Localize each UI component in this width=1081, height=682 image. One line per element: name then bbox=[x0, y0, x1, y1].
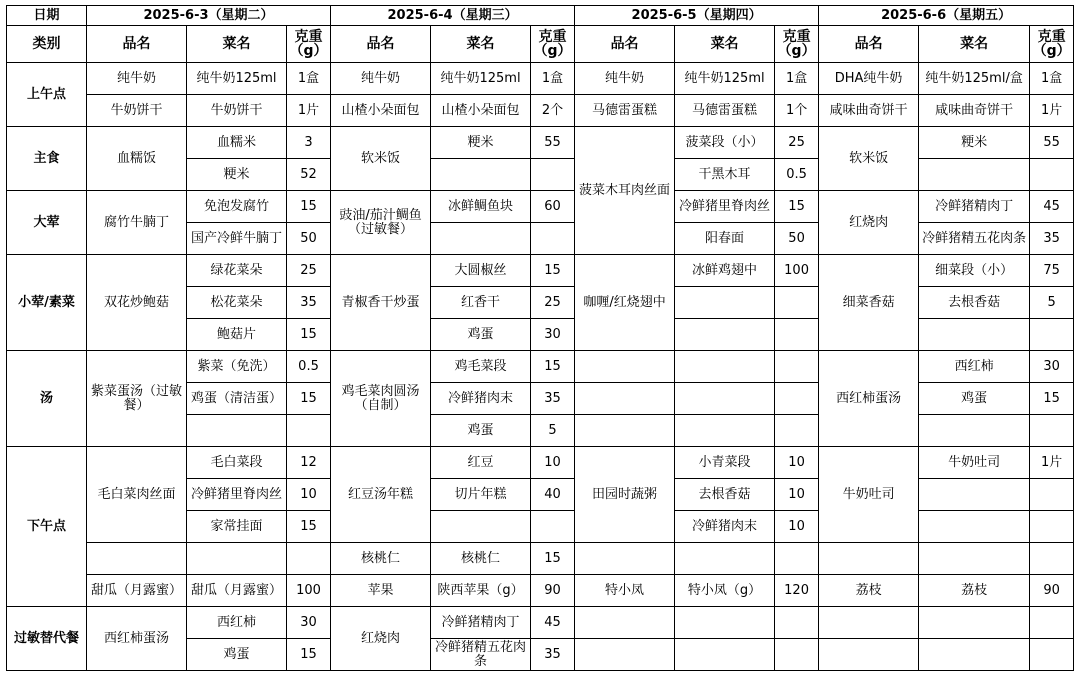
weight-cell: 50 bbox=[775, 223, 819, 255]
ingredient-cell: 血糯米 bbox=[187, 127, 287, 159]
ingredient-cell: 去根香菇 bbox=[675, 479, 775, 511]
empty-cell bbox=[431, 223, 531, 255]
empty-cell bbox=[775, 319, 819, 351]
weight-cell: 15 bbox=[287, 383, 331, 415]
ingredient-cell: 鸡蛋 bbox=[919, 383, 1030, 415]
dish-cell: 菠菜木耳肉丝面 bbox=[575, 127, 675, 255]
empty-cell bbox=[675, 639, 775, 671]
empty-cell bbox=[1030, 479, 1074, 511]
ingredient-cell: 冷鲜猪肉末 bbox=[675, 511, 775, 543]
dish-cell: 田园时蔬粥 bbox=[575, 447, 675, 543]
weight-cell: 90 bbox=[1030, 575, 1074, 607]
weight-cell: 10 bbox=[775, 479, 819, 511]
ingredient-cell: 冷鲜猪精肉丁 bbox=[431, 607, 531, 639]
dish-cell: 特小凤 bbox=[575, 575, 675, 607]
weight-cell: 0.5 bbox=[287, 351, 331, 383]
ingredient-cell: 鸡蛋 bbox=[187, 639, 287, 671]
ingredient-cell: 阳春面 bbox=[675, 223, 775, 255]
weight-cell: 120 bbox=[775, 575, 819, 607]
weight-cell: 25 bbox=[531, 287, 575, 319]
weight-cell: 52 bbox=[287, 159, 331, 191]
ingredient-cell: 菠菜段（小） bbox=[675, 127, 775, 159]
ingredient-cell: 冷鲜猪精五花肉条 bbox=[431, 639, 531, 671]
weight-cell: 15 bbox=[287, 191, 331, 223]
empty-cell bbox=[575, 639, 675, 671]
ingredient-cell: 冰鲜鸡翅中 bbox=[675, 255, 775, 287]
ingredient-cell: 国产冷鲜牛腩丁 bbox=[187, 223, 287, 255]
table-row bbox=[7, 575, 1074, 607]
weight-cell: 25 bbox=[287, 255, 331, 287]
ingredient-cell: 干黑木耳 bbox=[675, 159, 775, 191]
ingredient-cell: 山楂小朵面包 bbox=[431, 95, 531, 127]
empty-cell bbox=[575, 543, 675, 575]
empty-cell bbox=[675, 415, 775, 447]
ingredient-cell: 松花菜朵 bbox=[187, 287, 287, 319]
weight-cell: 1盒 bbox=[1030, 63, 1074, 95]
empty-cell bbox=[819, 543, 919, 575]
dish-cell: 紫菜蛋汤（过敏餐） bbox=[87, 351, 187, 447]
table-row bbox=[7, 255, 1074, 287]
ingredient-cell: 紫菜（免洗） bbox=[187, 351, 287, 383]
ingredient-cell: 西红柿 bbox=[919, 351, 1030, 383]
empty-cell bbox=[1030, 319, 1074, 351]
weight-cell: 12 bbox=[287, 447, 331, 479]
ingredient-cell: 冷鲜猪里脊肉丝 bbox=[187, 479, 287, 511]
weight-cell: 1盒 bbox=[531, 63, 575, 95]
empty-cell bbox=[675, 543, 775, 575]
ingredient-cell: 粳米 bbox=[187, 159, 287, 191]
empty-cell bbox=[431, 159, 531, 191]
column-header-weight: 克重（g） bbox=[531, 26, 575, 63]
ingredient-cell: 冷鲜猪肉末 bbox=[431, 383, 531, 415]
date-label: 日期 bbox=[7, 6, 87, 26]
weight-cell: 100 bbox=[775, 255, 819, 287]
empty-cell bbox=[287, 543, 331, 575]
column-header-ingredient: 菜名 bbox=[919, 26, 1030, 63]
weight-cell: 35 bbox=[531, 383, 575, 415]
empty-cell bbox=[775, 351, 819, 383]
dish-cell: 红烧肉 bbox=[331, 607, 431, 671]
weight-cell: 75 bbox=[1030, 255, 1074, 287]
ingredient-cell: 鸡蛋 bbox=[431, 319, 531, 351]
weight-cell: 15 bbox=[531, 543, 575, 575]
ingredient-cell: 鸡毛菜段 bbox=[431, 351, 531, 383]
day-header: 2025-6-5（星期四） bbox=[575, 6, 819, 26]
weight-cell: 15 bbox=[287, 319, 331, 351]
weight-cell: 15 bbox=[287, 639, 331, 671]
dish-cell: 血糯饭 bbox=[87, 127, 187, 191]
ingredient-cell: 西红柿 bbox=[187, 607, 287, 639]
column-header-dish: 品名 bbox=[575, 26, 675, 63]
empty-cell bbox=[919, 415, 1030, 447]
date-row bbox=[7, 6, 1074, 26]
ingredient-cell: 绿花菜朵 bbox=[187, 255, 287, 287]
empty-cell bbox=[919, 607, 1030, 639]
table-row bbox=[7, 351, 1074, 383]
empty-cell bbox=[431, 511, 531, 543]
weight-cell: 40 bbox=[531, 479, 575, 511]
dish-cell: DHA纯牛奶 bbox=[819, 63, 919, 95]
column-header-dish: 品名 bbox=[819, 26, 919, 63]
category-allergy: 过敏替代餐 bbox=[7, 607, 87, 671]
empty-cell bbox=[187, 415, 287, 447]
column-header-dish: 品名 bbox=[87, 26, 187, 63]
empty-cell bbox=[1030, 607, 1074, 639]
empty-cell bbox=[775, 607, 819, 639]
weight-cell: 15 bbox=[1030, 383, 1074, 415]
weight-cell: 10 bbox=[531, 447, 575, 479]
weight-cell: 15 bbox=[287, 511, 331, 543]
weight-cell: 60 bbox=[531, 191, 575, 223]
weight-cell: 1盒 bbox=[775, 63, 819, 95]
weight-cell: 5 bbox=[531, 415, 575, 447]
table-row bbox=[7, 63, 1074, 95]
dish-cell: 青椒香干炒蛋 bbox=[331, 255, 431, 351]
weight-cell: 1片 bbox=[1030, 95, 1074, 127]
ingredient-cell: 牛奶饼干 bbox=[187, 95, 287, 127]
empty-cell bbox=[675, 351, 775, 383]
ingredient-cell: 切片年糕 bbox=[431, 479, 531, 511]
empty-cell bbox=[575, 415, 675, 447]
ingredient-cell: 去根香菇 bbox=[919, 287, 1030, 319]
dish-cell: 山楂小朵面包 bbox=[331, 95, 431, 127]
empty-cell bbox=[1030, 511, 1074, 543]
day-header: 2025-6-4（星期三） bbox=[331, 6, 575, 26]
weight-cell: 5 bbox=[1030, 287, 1074, 319]
day-header: 2025-6-3（星期二） bbox=[87, 6, 331, 26]
table-row bbox=[7, 543, 1074, 575]
empty-cell bbox=[919, 319, 1030, 351]
weight-cell: 15 bbox=[531, 351, 575, 383]
dish-cell: 细菜香菇 bbox=[819, 255, 919, 351]
column-header-row bbox=[7, 26, 1074, 63]
weight-cell: 3 bbox=[287, 127, 331, 159]
ingredient-cell: 冷鲜猪精肉丁 bbox=[919, 191, 1030, 223]
empty-cell bbox=[575, 383, 675, 415]
table-row bbox=[7, 95, 1074, 127]
weight-cell: 1个 bbox=[775, 95, 819, 127]
weight-cell: 15 bbox=[775, 191, 819, 223]
ingredient-cell: 纯牛奶125ml/盒 bbox=[919, 63, 1030, 95]
ingredient-cell: 牛奶吐司 bbox=[919, 447, 1030, 479]
empty-cell bbox=[1030, 639, 1074, 671]
table-row bbox=[7, 191, 1074, 223]
ingredient-cell: 甜瓜（月露蜜） bbox=[187, 575, 287, 607]
ingredient-cell: 毛白菜段 bbox=[187, 447, 287, 479]
weight-cell: 1片 bbox=[287, 95, 331, 127]
empty-cell bbox=[575, 607, 675, 639]
dish-cell: 咸味曲奇饼干 bbox=[819, 95, 919, 127]
empty-cell bbox=[1030, 543, 1074, 575]
dish-cell: 咖喱/红烧翅中 bbox=[575, 255, 675, 351]
category-label: 类别 bbox=[7, 26, 87, 63]
category-main: 大荤 bbox=[7, 191, 87, 255]
dish-cell: 西红柿蛋汤 bbox=[819, 351, 919, 447]
column-header-dish: 品名 bbox=[331, 26, 431, 63]
column-header-ingredient: 菜名 bbox=[187, 26, 287, 63]
dish-cell: 豉油/茄汁鲷鱼（过敏餐） bbox=[331, 191, 431, 255]
dish-cell: 马德雷蛋糕 bbox=[575, 95, 675, 127]
category-staple: 主食 bbox=[7, 127, 87, 191]
weight-cell: 1片 bbox=[1030, 447, 1074, 479]
ingredient-cell: 纯牛奶125ml bbox=[431, 63, 531, 95]
column-header-weight: 克重（g） bbox=[775, 26, 819, 63]
empty-cell bbox=[675, 607, 775, 639]
empty-cell bbox=[775, 415, 819, 447]
weight-cell: 30 bbox=[287, 607, 331, 639]
weight-cell: 25 bbox=[775, 127, 819, 159]
menu-table bbox=[6, 5, 1074, 671]
empty-cell bbox=[675, 383, 775, 415]
weight-cell: 30 bbox=[1030, 351, 1074, 383]
ingredient-cell: 粳米 bbox=[431, 127, 531, 159]
ingredient-cell: 纯牛奶125ml bbox=[187, 63, 287, 95]
column-header-ingredient: 菜名 bbox=[675, 26, 775, 63]
empty-cell bbox=[819, 607, 919, 639]
weight-cell: 55 bbox=[1030, 127, 1074, 159]
dish-cell: 毛白菜肉丝面 bbox=[87, 447, 187, 543]
ingredient-cell: 冰鲜鲷鱼块 bbox=[431, 191, 531, 223]
weight-cell: 35 bbox=[287, 287, 331, 319]
weight-cell: 100 bbox=[287, 575, 331, 607]
weight-cell: 35 bbox=[531, 639, 575, 671]
dish-cell: 甜瓜（月露蜜） bbox=[87, 575, 187, 607]
dish-cell: 红豆汤年糕 bbox=[331, 447, 431, 543]
empty-cell bbox=[919, 479, 1030, 511]
dish-cell: 牛奶吐司 bbox=[819, 447, 919, 543]
dish-cell: 纯牛奶 bbox=[331, 63, 431, 95]
ingredient-cell: 红香干 bbox=[431, 287, 531, 319]
column-header-weight: 克重（g） bbox=[287, 26, 331, 63]
dish-cell: 纯牛奶 bbox=[575, 63, 675, 95]
empty-cell bbox=[675, 319, 775, 351]
ingredient-cell: 马德雷蛋糕 bbox=[675, 95, 775, 127]
ingredient-cell: 粳米 bbox=[919, 127, 1030, 159]
empty-cell bbox=[819, 639, 919, 671]
empty-cell bbox=[919, 639, 1030, 671]
weight-cell: 0.5 bbox=[775, 159, 819, 191]
ingredient-cell: 陕西苹果（g） bbox=[431, 575, 531, 607]
empty-cell bbox=[775, 383, 819, 415]
empty-cell bbox=[1030, 159, 1074, 191]
ingredient-cell: 纯牛奶125ml bbox=[675, 63, 775, 95]
ingredient-cell: 冷鲜猪精五花肉条 bbox=[919, 223, 1030, 255]
ingredient-cell: 小青菜段 bbox=[675, 447, 775, 479]
category-soup: 汤 bbox=[7, 351, 87, 447]
dish-cell: 腐竹牛腩丁 bbox=[87, 191, 187, 255]
empty-cell bbox=[775, 543, 819, 575]
dish-cell: 双花炒鲍菇 bbox=[87, 255, 187, 351]
empty-cell bbox=[87, 543, 187, 575]
table-row bbox=[7, 607, 1074, 639]
weight-cell: 55 bbox=[531, 127, 575, 159]
dish-cell: 荔枝 bbox=[819, 575, 919, 607]
weight-cell: 90 bbox=[531, 575, 575, 607]
empty-cell bbox=[919, 159, 1030, 191]
ingredient-cell: 咸味曲奇饼干 bbox=[919, 95, 1030, 127]
ingredient-cell: 核桃仁 bbox=[431, 543, 531, 575]
ingredient-cell: 红豆 bbox=[431, 447, 531, 479]
empty-cell bbox=[531, 223, 575, 255]
ingredient-cell: 鲍菇片 bbox=[187, 319, 287, 351]
dish-cell: 牛奶饼干 bbox=[87, 95, 187, 127]
empty-cell bbox=[775, 287, 819, 319]
dish-cell: 纯牛奶 bbox=[87, 63, 187, 95]
weight-cell: 35 bbox=[1030, 223, 1074, 255]
table-row bbox=[7, 447, 1074, 479]
column-header-ingredient: 菜名 bbox=[431, 26, 531, 63]
ingredient-cell: 荔枝 bbox=[919, 575, 1030, 607]
dish-cell: 鸡毛菜肉圆汤（自制） bbox=[331, 351, 431, 447]
ingredient-cell: 大圆椒丝 bbox=[431, 255, 531, 287]
empty-cell bbox=[531, 511, 575, 543]
ingredient-cell: 鸡蛋（清洁蛋） bbox=[187, 383, 287, 415]
empty-cell bbox=[187, 543, 287, 575]
empty-cell bbox=[575, 351, 675, 383]
empty-cell bbox=[287, 415, 331, 447]
weight-cell: 1盒 bbox=[287, 63, 331, 95]
empty-cell bbox=[1030, 415, 1074, 447]
ingredient-cell: 特小凤（g） bbox=[675, 575, 775, 607]
dish-cell: 软米饭 bbox=[819, 127, 919, 191]
weight-cell: 15 bbox=[531, 255, 575, 287]
column-header-weight: 克重（g） bbox=[1030, 26, 1074, 63]
empty-cell bbox=[919, 511, 1030, 543]
ingredient-cell: 免泡发腐竹 bbox=[187, 191, 287, 223]
weight-cell: 50 bbox=[287, 223, 331, 255]
dish-cell: 软米饭 bbox=[331, 127, 431, 191]
weight-cell: 10 bbox=[775, 447, 819, 479]
weight-cell: 30 bbox=[531, 319, 575, 351]
category-side: 小荤/素菜 bbox=[7, 255, 87, 351]
dish-cell: 核桃仁 bbox=[331, 543, 431, 575]
table-row bbox=[7, 127, 1074, 159]
weight-cell: 45 bbox=[1030, 191, 1074, 223]
day-header: 2025-6-6（星期五） bbox=[819, 6, 1074, 26]
weight-cell: 45 bbox=[531, 607, 575, 639]
category-morning-snack: 上午点 bbox=[7, 63, 87, 127]
weight-cell: 2个 bbox=[531, 95, 575, 127]
empty-cell bbox=[775, 639, 819, 671]
dish-cell: 西红柿蛋汤 bbox=[87, 607, 187, 671]
empty-cell bbox=[531, 159, 575, 191]
ingredient-cell: 家常挂面 bbox=[187, 511, 287, 543]
ingredient-cell: 细菜段（小） bbox=[919, 255, 1030, 287]
ingredient-cell: 冷鲜猪里脊肉丝 bbox=[675, 191, 775, 223]
dish-cell: 苹果 bbox=[331, 575, 431, 607]
empty-cell bbox=[919, 543, 1030, 575]
category-afternoon-snack: 下午点 bbox=[7, 447, 87, 607]
empty-cell bbox=[675, 287, 775, 319]
dish-cell: 红烧肉 bbox=[819, 191, 919, 255]
weight-cell: 10 bbox=[775, 511, 819, 543]
weight-cell: 10 bbox=[287, 479, 331, 511]
ingredient-cell: 鸡蛋 bbox=[431, 415, 531, 447]
